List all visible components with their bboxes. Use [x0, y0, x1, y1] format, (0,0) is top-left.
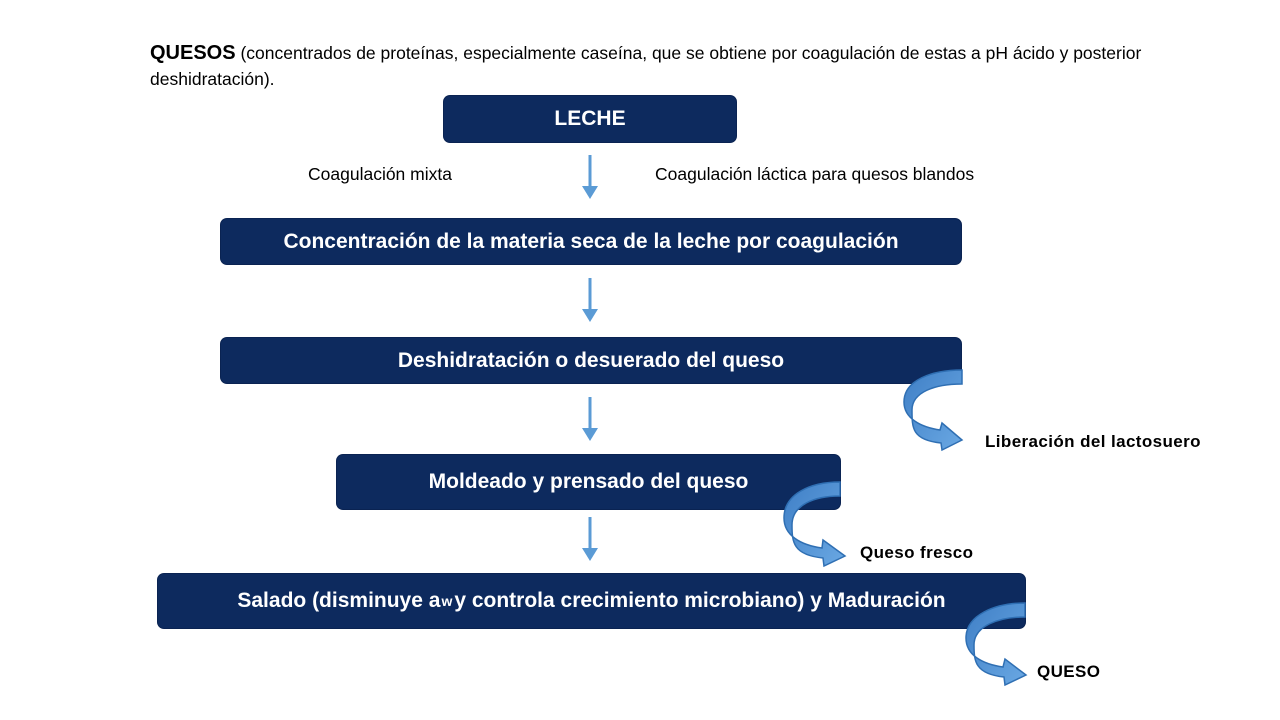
curved-arrow-lactosuero — [904, 370, 962, 450]
down-arrow-3 — [582, 397, 598, 441]
title-bold: QUESOS — [150, 42, 236, 64]
label-coagulacion-lactica: Coagulación láctica para quesos blandos — [655, 164, 975, 184]
salado-text-end: y controla crecimiento microbiano) y Maduración — [454, 589, 946, 612]
step-deshidratacion: Deshidratación o desuerado del queso — [221, 338, 961, 383]
step-moldeado: Moldeado y prensado del queso — [337, 455, 840, 509]
output-lactosuero: Liberación del lactosuero — [985, 432, 1201, 451]
down-arrow-4 — [582, 517, 598, 561]
output-queso-fresco: Queso fresco — [860, 543, 974, 562]
down-arrow-1 — [582, 155, 598, 199]
label-coagulacion-mixta: Coagulación mixta — [308, 164, 452, 184]
curved-arrow-queso-fresco — [784, 482, 845, 566]
step-concentracion: Concentración de la materia seca de la leche por coagulación — [221, 219, 961, 264]
output-queso: QUESO — [1037, 662, 1101, 681]
salado-subscript: w — [441, 593, 453, 609]
step-leche: LECHE — [444, 96, 736, 142]
down-arrow-2 — [582, 278, 598, 322]
salado-text-start: Salado (disminuye a — [237, 589, 441, 612]
curved-arrow-queso — [966, 603, 1026, 685]
title-description: (concentrados de proteínas, especialmente caseína, que se obtiene por coagulación de estas a pH ácido y posterior deshidratación). — [150, 43, 1142, 89]
